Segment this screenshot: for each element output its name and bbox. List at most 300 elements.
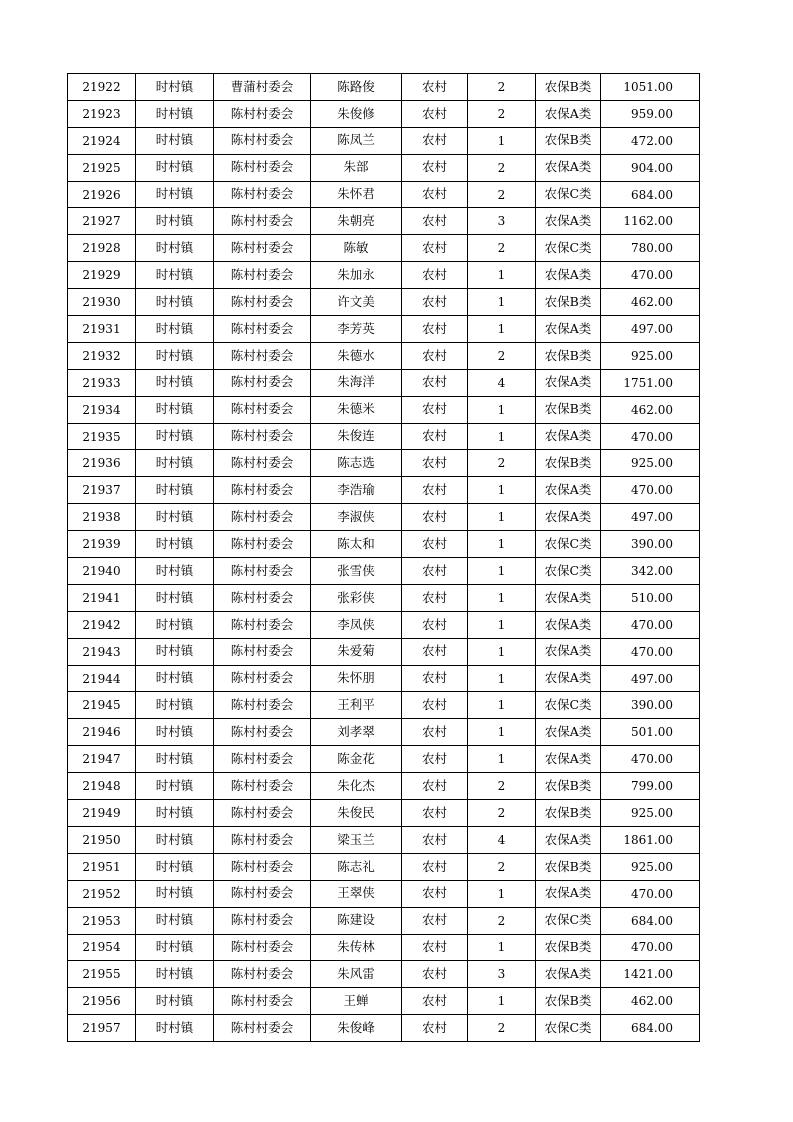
household-count-cell: 1 bbox=[468, 719, 536, 746]
name-cell: 朱怀君 bbox=[311, 181, 402, 208]
category-cell: 农保A类 bbox=[536, 611, 601, 638]
town-cell: 时村镇 bbox=[136, 504, 214, 531]
area-type-cell: 农村 bbox=[402, 826, 468, 853]
amount-cell: 470.00 bbox=[601, 638, 700, 665]
area-type-cell: 农村 bbox=[402, 692, 468, 719]
name-cell: 梁玉兰 bbox=[311, 826, 402, 853]
serial-cell: 21941 bbox=[68, 584, 136, 611]
table-row bbox=[68, 988, 700, 1015]
serial-cell: 21924 bbox=[68, 127, 136, 154]
serial-cell: 21934 bbox=[68, 396, 136, 423]
committee-cell: 陈村村委会 bbox=[214, 477, 311, 504]
category-cell: 农保A类 bbox=[536, 369, 601, 396]
table-row bbox=[68, 100, 700, 127]
amount-cell: 462.00 bbox=[601, 396, 700, 423]
name-cell: 朱海洋 bbox=[311, 369, 402, 396]
household-count-cell: 2 bbox=[468, 450, 536, 477]
name-cell: 王蝉 bbox=[311, 988, 402, 1015]
name-cell: 陈金花 bbox=[311, 746, 402, 773]
category-cell: 农保A类 bbox=[536, 584, 601, 611]
area-type-cell: 农村 bbox=[402, 208, 468, 235]
name-cell: 张彩侠 bbox=[311, 584, 402, 611]
committee-cell: 陈村村委会 bbox=[214, 907, 311, 934]
amount-cell: 497.00 bbox=[601, 316, 700, 343]
table-row bbox=[68, 638, 700, 665]
table-row bbox=[68, 558, 700, 585]
name-cell: 朱爱菊 bbox=[311, 638, 402, 665]
town-cell: 时村镇 bbox=[136, 611, 214, 638]
household-count-cell: 2 bbox=[468, 342, 536, 369]
name-cell: 李浩瑜 bbox=[311, 477, 402, 504]
table-row bbox=[68, 880, 700, 907]
area-type-cell: 农村 bbox=[402, 154, 468, 181]
category-cell: 农保A类 bbox=[536, 423, 601, 450]
table-row bbox=[68, 934, 700, 961]
committee-cell: 陈村村委会 bbox=[214, 208, 311, 235]
table-row bbox=[68, 800, 700, 827]
committee-cell: 陈村村委会 bbox=[214, 181, 311, 208]
town-cell: 时村镇 bbox=[136, 746, 214, 773]
serial-cell: 21932 bbox=[68, 342, 136, 369]
category-cell: 农保A类 bbox=[536, 880, 601, 907]
serial-cell: 21946 bbox=[68, 719, 136, 746]
name-cell: 许文美 bbox=[311, 289, 402, 316]
committee-cell: 陈村村委会 bbox=[214, 826, 311, 853]
amount-cell: 470.00 bbox=[601, 423, 700, 450]
amount-cell: 904.00 bbox=[601, 154, 700, 181]
committee-cell: 陈村村委会 bbox=[214, 235, 311, 262]
town-cell: 时村镇 bbox=[136, 665, 214, 692]
amount-cell: 1751.00 bbox=[601, 369, 700, 396]
serial-cell: 21933 bbox=[68, 369, 136, 396]
town-cell: 时村镇 bbox=[136, 369, 214, 396]
serial-cell: 21935 bbox=[68, 423, 136, 450]
name-cell: 陈凤兰 bbox=[311, 127, 402, 154]
area-type-cell: 农村 bbox=[402, 665, 468, 692]
committee-cell: 陈村村委会 bbox=[214, 396, 311, 423]
area-type-cell: 农村 bbox=[402, 289, 468, 316]
name-cell: 刘孝翠 bbox=[311, 719, 402, 746]
town-cell: 时村镇 bbox=[136, 531, 214, 558]
household-count-cell: 1 bbox=[468, 477, 536, 504]
committee-cell: 陈村村委会 bbox=[214, 719, 311, 746]
table-row bbox=[68, 181, 700, 208]
name-cell: 朱俊民 bbox=[311, 800, 402, 827]
area-type-cell: 农村 bbox=[402, 262, 468, 289]
area-type-cell: 农村 bbox=[402, 773, 468, 800]
name-cell: 张雪侠 bbox=[311, 558, 402, 585]
category-cell: 农保B类 bbox=[536, 853, 601, 880]
town-cell: 时村镇 bbox=[136, 907, 214, 934]
name-cell: 陈志选 bbox=[311, 450, 402, 477]
category-cell: 农保B类 bbox=[536, 773, 601, 800]
town-cell: 时村镇 bbox=[136, 342, 214, 369]
amount-cell: 390.00 bbox=[601, 531, 700, 558]
amount-cell: 1051.00 bbox=[601, 74, 700, 101]
area-type-cell: 农村 bbox=[402, 907, 468, 934]
name-cell: 朱部 bbox=[311, 154, 402, 181]
town-cell: 时村镇 bbox=[136, 262, 214, 289]
table-row bbox=[68, 342, 700, 369]
town-cell: 时村镇 bbox=[136, 880, 214, 907]
household-count-cell: 1 bbox=[468, 584, 536, 611]
name-cell: 朱俊峰 bbox=[311, 1015, 402, 1042]
serial-cell: 21937 bbox=[68, 477, 136, 504]
serial-cell: 21945 bbox=[68, 692, 136, 719]
household-count-cell: 1 bbox=[468, 880, 536, 907]
amount-cell: 470.00 bbox=[601, 934, 700, 961]
table-row bbox=[68, 907, 700, 934]
amount-cell: 925.00 bbox=[601, 800, 700, 827]
table-row bbox=[68, 127, 700, 154]
town-cell: 时村镇 bbox=[136, 450, 214, 477]
area-type-cell: 农村 bbox=[402, 880, 468, 907]
category-cell: 农保B类 bbox=[536, 289, 601, 316]
category-cell: 农保A类 bbox=[536, 719, 601, 746]
amount-cell: 925.00 bbox=[601, 853, 700, 880]
serial-cell: 21953 bbox=[68, 907, 136, 934]
serial-cell: 21948 bbox=[68, 773, 136, 800]
table-row bbox=[68, 235, 700, 262]
name-cell: 朱德米 bbox=[311, 396, 402, 423]
serial-cell: 21931 bbox=[68, 316, 136, 343]
town-cell: 时村镇 bbox=[136, 423, 214, 450]
serial-cell: 21952 bbox=[68, 880, 136, 907]
household-count-cell: 1 bbox=[468, 289, 536, 316]
area-type-cell: 农村 bbox=[402, 961, 468, 988]
category-cell: 农保B类 bbox=[536, 450, 601, 477]
household-count-cell: 1 bbox=[468, 934, 536, 961]
serial-cell: 21929 bbox=[68, 262, 136, 289]
town-cell: 时村镇 bbox=[136, 316, 214, 343]
area-type-cell: 农村 bbox=[402, 127, 468, 154]
amount-cell: 470.00 bbox=[601, 880, 700, 907]
serial-cell: 21951 bbox=[68, 853, 136, 880]
town-cell: 时村镇 bbox=[136, 154, 214, 181]
area-type-cell: 农村 bbox=[402, 531, 468, 558]
name-cell: 李淑侠 bbox=[311, 504, 402, 531]
household-count-cell: 1 bbox=[468, 611, 536, 638]
category-cell: 农保A类 bbox=[536, 477, 601, 504]
town-cell: 时村镇 bbox=[136, 988, 214, 1015]
committee-cell: 陈村村委会 bbox=[214, 100, 311, 127]
category-cell: 农保A类 bbox=[536, 100, 601, 127]
committee-cell: 陈村村委会 bbox=[214, 423, 311, 450]
name-cell: 陈志礼 bbox=[311, 853, 402, 880]
committee-cell: 曹蒲村委会 bbox=[214, 74, 311, 101]
area-type-cell: 农村 bbox=[402, 638, 468, 665]
amount-cell: 462.00 bbox=[601, 988, 700, 1015]
area-type-cell: 农村 bbox=[402, 423, 468, 450]
name-cell: 陈太和 bbox=[311, 531, 402, 558]
amount-cell: 470.00 bbox=[601, 611, 700, 638]
area-type-cell: 农村 bbox=[402, 342, 468, 369]
serial-cell: 21927 bbox=[68, 208, 136, 235]
committee-cell: 陈村村委会 bbox=[214, 531, 311, 558]
amount-cell: 342.00 bbox=[601, 558, 700, 585]
household-count-cell: 4 bbox=[468, 826, 536, 853]
area-type-cell: 农村 bbox=[402, 181, 468, 208]
name-cell: 朱化杰 bbox=[311, 773, 402, 800]
serial-cell: 21936 bbox=[68, 450, 136, 477]
household-count-cell: 1 bbox=[468, 396, 536, 423]
amount-cell: 684.00 bbox=[601, 907, 700, 934]
amount-cell: 959.00 bbox=[601, 100, 700, 127]
household-count-cell: 1 bbox=[468, 665, 536, 692]
category-cell: 农保A类 bbox=[536, 746, 601, 773]
table-row bbox=[68, 396, 700, 423]
town-cell: 时村镇 bbox=[136, 800, 214, 827]
name-cell: 陈建设 bbox=[311, 907, 402, 934]
name-cell: 李芳英 bbox=[311, 316, 402, 343]
name-cell: 朱俊连 bbox=[311, 423, 402, 450]
committee-cell: 陈村村委会 bbox=[214, 504, 311, 531]
committee-cell: 陈村村委会 bbox=[214, 342, 311, 369]
household-count-cell: 2 bbox=[468, 154, 536, 181]
serial-cell: 21922 bbox=[68, 74, 136, 101]
committee-cell: 陈村村委会 bbox=[214, 934, 311, 961]
committee-cell: 陈村村委会 bbox=[214, 450, 311, 477]
town-cell: 时村镇 bbox=[136, 826, 214, 853]
area-type-cell: 农村 bbox=[402, 1015, 468, 1042]
committee-cell: 陈村村委会 bbox=[214, 853, 311, 880]
committee-cell: 陈村村委会 bbox=[214, 800, 311, 827]
serial-cell: 21947 bbox=[68, 746, 136, 773]
amount-cell: 472.00 bbox=[601, 127, 700, 154]
serial-cell: 21956 bbox=[68, 988, 136, 1015]
category-cell: 农保C类 bbox=[536, 235, 601, 262]
category-cell: 农保A类 bbox=[536, 504, 601, 531]
category-cell: 农保B类 bbox=[536, 934, 601, 961]
town-cell: 时村镇 bbox=[136, 961, 214, 988]
serial-cell: 21928 bbox=[68, 235, 136, 262]
household-count-cell: 2 bbox=[468, 181, 536, 208]
category-cell: 农保C类 bbox=[536, 181, 601, 208]
committee-cell: 陈村村委会 bbox=[214, 665, 311, 692]
area-type-cell: 农村 bbox=[402, 477, 468, 504]
town-cell: 时村镇 bbox=[136, 638, 214, 665]
name-cell: 朱加永 bbox=[311, 262, 402, 289]
area-type-cell: 农村 bbox=[402, 316, 468, 343]
household-count-cell: 2 bbox=[468, 773, 536, 800]
town-cell: 时村镇 bbox=[136, 235, 214, 262]
committee-cell: 陈村村委会 bbox=[214, 773, 311, 800]
category-cell: 农保A类 bbox=[536, 826, 601, 853]
town-cell: 时村镇 bbox=[136, 127, 214, 154]
table-row bbox=[68, 504, 700, 531]
table-row bbox=[68, 262, 700, 289]
committee-cell: 陈村村委会 bbox=[214, 880, 311, 907]
town-cell: 时村镇 bbox=[136, 692, 214, 719]
data-table bbox=[67, 73, 700, 1042]
household-count-cell: 1 bbox=[468, 531, 536, 558]
committee-cell: 陈村村委会 bbox=[214, 1015, 311, 1042]
committee-cell: 陈村村委会 bbox=[214, 289, 311, 316]
amount-cell: 497.00 bbox=[601, 665, 700, 692]
category-cell: 农保A类 bbox=[536, 208, 601, 235]
committee-cell: 陈村村委会 bbox=[214, 369, 311, 396]
table-row bbox=[68, 531, 700, 558]
town-cell: 时村镇 bbox=[136, 74, 214, 101]
town-cell: 时村镇 bbox=[136, 719, 214, 746]
household-count-cell: 1 bbox=[468, 504, 536, 531]
serial-cell: 21950 bbox=[68, 826, 136, 853]
category-cell: 农保A类 bbox=[536, 638, 601, 665]
table-row bbox=[68, 450, 700, 477]
table-body bbox=[68, 74, 700, 1042]
name-cell: 陈路俊 bbox=[311, 74, 402, 101]
category-cell: 农保B类 bbox=[536, 396, 601, 423]
area-type-cell: 农村 bbox=[402, 558, 468, 585]
serial-cell: 21930 bbox=[68, 289, 136, 316]
amount-cell: 925.00 bbox=[601, 342, 700, 369]
town-cell: 时村镇 bbox=[136, 558, 214, 585]
table-row bbox=[68, 692, 700, 719]
area-type-cell: 农村 bbox=[402, 800, 468, 827]
category-cell: 农保A类 bbox=[536, 154, 601, 181]
serial-cell: 21943 bbox=[68, 638, 136, 665]
category-cell: 农保C类 bbox=[536, 531, 601, 558]
table-row bbox=[68, 665, 700, 692]
category-cell: 农保A类 bbox=[536, 961, 601, 988]
area-type-cell: 农村 bbox=[402, 584, 468, 611]
area-type-cell: 农村 bbox=[402, 719, 468, 746]
table-row bbox=[68, 584, 700, 611]
name-cell: 李凤侠 bbox=[311, 611, 402, 638]
table-row bbox=[68, 289, 700, 316]
area-type-cell: 农村 bbox=[402, 611, 468, 638]
serial-cell: 21923 bbox=[68, 100, 136, 127]
name-cell: 朱传林 bbox=[311, 934, 402, 961]
town-cell: 时村镇 bbox=[136, 1015, 214, 1042]
table-row bbox=[68, 961, 700, 988]
amount-cell: 799.00 bbox=[601, 773, 700, 800]
category-cell: 农保B类 bbox=[536, 74, 601, 101]
town-cell: 时村镇 bbox=[136, 477, 214, 504]
household-count-cell: 3 bbox=[468, 208, 536, 235]
town-cell: 时村镇 bbox=[136, 853, 214, 880]
amount-cell: 501.00 bbox=[601, 719, 700, 746]
category-cell: 农保A类 bbox=[536, 665, 601, 692]
table-row bbox=[68, 74, 700, 101]
amount-cell: 470.00 bbox=[601, 477, 700, 504]
household-count-cell: 1 bbox=[468, 423, 536, 450]
area-type-cell: 农村 bbox=[402, 74, 468, 101]
amount-cell: 497.00 bbox=[601, 504, 700, 531]
household-count-cell: 2 bbox=[468, 853, 536, 880]
area-type-cell: 农村 bbox=[402, 746, 468, 773]
household-count-cell: 1 bbox=[468, 746, 536, 773]
table-row bbox=[68, 746, 700, 773]
town-cell: 时村镇 bbox=[136, 181, 214, 208]
amount-cell: 390.00 bbox=[601, 692, 700, 719]
category-cell: 农保B类 bbox=[536, 127, 601, 154]
table-row bbox=[68, 208, 700, 235]
table-row bbox=[68, 316, 700, 343]
household-count-cell: 2 bbox=[468, 800, 536, 827]
name-cell: 朱风雷 bbox=[311, 961, 402, 988]
amount-cell: 510.00 bbox=[601, 584, 700, 611]
household-count-cell: 1 bbox=[468, 316, 536, 343]
serial-cell: 21955 bbox=[68, 961, 136, 988]
amount-cell: 470.00 bbox=[601, 746, 700, 773]
household-count-cell: 1 bbox=[468, 638, 536, 665]
household-count-cell: 2 bbox=[468, 100, 536, 127]
town-cell: 时村镇 bbox=[136, 584, 214, 611]
category-cell: 农保C类 bbox=[536, 558, 601, 585]
table-row bbox=[68, 719, 700, 746]
amount-cell: 780.00 bbox=[601, 235, 700, 262]
name-cell: 朱德水 bbox=[311, 342, 402, 369]
name-cell: 朱怀朋 bbox=[311, 665, 402, 692]
serial-cell: 21938 bbox=[68, 504, 136, 531]
amount-cell: 684.00 bbox=[601, 181, 700, 208]
area-type-cell: 农村 bbox=[402, 369, 468, 396]
category-cell: 农保A类 bbox=[536, 262, 601, 289]
category-cell: 农保C类 bbox=[536, 692, 601, 719]
committee-cell: 陈村村委会 bbox=[214, 746, 311, 773]
area-type-cell: 农村 bbox=[402, 934, 468, 961]
area-type-cell: 农村 bbox=[402, 100, 468, 127]
table-row bbox=[68, 477, 700, 504]
serial-cell: 21954 bbox=[68, 934, 136, 961]
committee-cell: 陈村村委会 bbox=[214, 127, 311, 154]
amount-cell: 1162.00 bbox=[601, 208, 700, 235]
area-type-cell: 农村 bbox=[402, 235, 468, 262]
household-count-cell: 4 bbox=[468, 369, 536, 396]
name-cell: 王翠侠 bbox=[311, 880, 402, 907]
amount-cell: 1861.00 bbox=[601, 826, 700, 853]
committee-cell: 陈村村委会 bbox=[214, 692, 311, 719]
area-type-cell: 农村 bbox=[402, 988, 468, 1015]
serial-cell: 21942 bbox=[68, 611, 136, 638]
amount-cell: 684.00 bbox=[601, 1015, 700, 1042]
committee-cell: 陈村村委会 bbox=[214, 584, 311, 611]
town-cell: 时村镇 bbox=[136, 289, 214, 316]
amount-cell: 1421.00 bbox=[601, 961, 700, 988]
name-cell: 朱朝亮 bbox=[311, 208, 402, 235]
serial-cell: 21957 bbox=[68, 1015, 136, 1042]
table-row bbox=[68, 369, 700, 396]
household-count-cell: 1 bbox=[468, 127, 536, 154]
area-type-cell: 农村 bbox=[402, 504, 468, 531]
category-cell: 农保A类 bbox=[536, 316, 601, 343]
table-row bbox=[68, 1015, 700, 1042]
table-row bbox=[68, 773, 700, 800]
name-cell: 陈敏 bbox=[311, 235, 402, 262]
serial-cell: 21949 bbox=[68, 800, 136, 827]
table-row bbox=[68, 611, 700, 638]
table-row bbox=[68, 853, 700, 880]
town-cell: 时村镇 bbox=[136, 773, 214, 800]
town-cell: 时村镇 bbox=[136, 208, 214, 235]
household-count-cell: 2 bbox=[468, 74, 536, 101]
town-cell: 时村镇 bbox=[136, 100, 214, 127]
area-type-cell: 农村 bbox=[402, 853, 468, 880]
committee-cell: 陈村村委会 bbox=[214, 961, 311, 988]
committee-cell: 陈村村委会 bbox=[214, 154, 311, 181]
table-row bbox=[68, 423, 700, 450]
category-cell: 农保C类 bbox=[536, 907, 601, 934]
serial-cell: 21926 bbox=[68, 181, 136, 208]
household-count-cell: 2 bbox=[468, 1015, 536, 1042]
serial-cell: 21940 bbox=[68, 558, 136, 585]
serial-cell: 21925 bbox=[68, 154, 136, 181]
committee-cell: 陈村村委会 bbox=[214, 611, 311, 638]
amount-cell: 470.00 bbox=[601, 262, 700, 289]
town-cell: 时村镇 bbox=[136, 934, 214, 961]
household-count-cell: 2 bbox=[468, 907, 536, 934]
